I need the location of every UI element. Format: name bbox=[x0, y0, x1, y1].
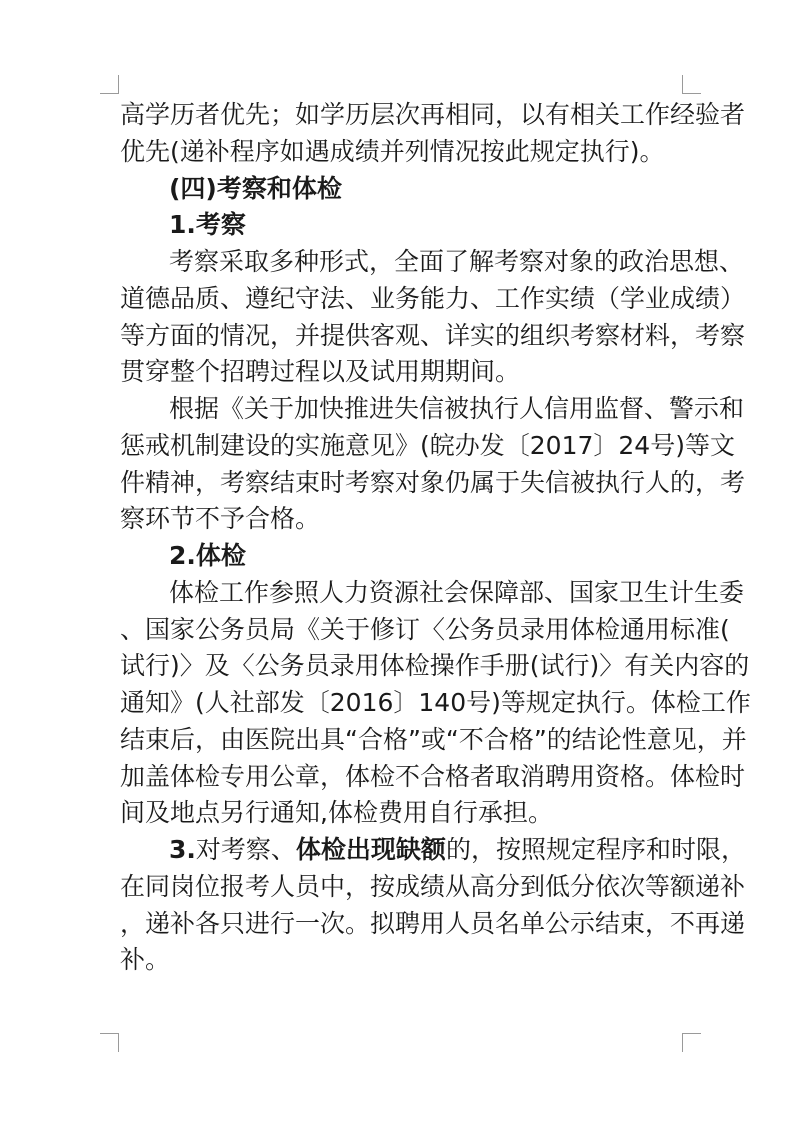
subsection-heading: 1.考察 bbox=[169, 210, 246, 240]
text-line: 、国家公务员局《关于修订〈公务员录用体检通用标准( bbox=[120, 614, 730, 644]
text-line: 考察采取多种形式，全面了解考察对象的政治思想、 bbox=[169, 247, 745, 276]
text-line: 间及地点另行通知,体检费用自行承担。 bbox=[120, 798, 553, 828]
text-line: 体检工作参照人力资源社会保障部、国家卫生计生委 bbox=[169, 577, 745, 607]
text-line: 道德品质、遵纪守法、业务能力、工作实绩（学业成绩） bbox=[120, 283, 746, 313]
text-line: 高学历者优先；如学历层次再相同，以有相关工作经验者 bbox=[120, 100, 746, 129]
text-segment: 的，按照规定程序和时限， bbox=[445, 835, 746, 864]
text-line: 优先(递补程序如遇成绩并列情况按此规定执行)。 bbox=[120, 136, 665, 166]
text-line: ，递补各只进行一次。拟聘用人员名单公示结束，不再递 bbox=[120, 908, 746, 938]
page-corner-mark-top-left bbox=[100, 75, 119, 94]
text-segment: 对考察、 bbox=[195, 835, 296, 864]
text-line: 根据《关于加快推进失信被执行人信用监督、警示和 bbox=[169, 394, 745, 423]
page-corner-mark-top-right bbox=[682, 75, 701, 94]
text-line: 补。 bbox=[120, 945, 171, 975]
text-line: 结束后，由医院出具“合格”或“不合格”的结论性意见，并 bbox=[120, 724, 747, 754]
text-line: 加盖体检专用公章，体检不合格者取消聘用资格。体检时 bbox=[120, 761, 746, 791]
text-line: 件精神，考察结束时考察对象仍属于失信被执行人的，考 bbox=[120, 467, 746, 497]
page-corner-mark-bottom-right bbox=[682, 1033, 701, 1052]
text-line: 惩戒机制建设的实施意见》(皖办发〔2017〕24号)等文 bbox=[120, 430, 735, 460]
section-heading: (四)考察和体检 bbox=[169, 173, 342, 203]
text-line: 等方面的情况，并提供客观、详实的组织考察材料，考察 bbox=[120, 320, 746, 350]
page-corner-mark-bottom-left bbox=[100, 1033, 119, 1052]
text-line: 在同岗位报考人员中，按成绩从高分到低分依次等额递补 bbox=[120, 871, 746, 901]
text-line: 通知》(人社部发〔2016〕140号)等规定执行。体检工作 bbox=[120, 688, 751, 717]
document-body bbox=[120, 97, 751, 979]
text-line bbox=[120, 832, 746, 869]
text-line: 贯穿整个招聘过程以及试用期期间。 bbox=[120, 357, 521, 387]
item-number: 3. bbox=[169, 835, 196, 864]
text-line: 试行)〉及〈公务员录用体检操作手册(试行)〉有关内容的 bbox=[120, 651, 750, 681]
text-line: 察环节不予合格。 bbox=[120, 504, 321, 534]
bold-text-segment: 体检出现缺额 bbox=[295, 835, 446, 864]
subsection-heading: 2.体检 bbox=[169, 541, 246, 570]
